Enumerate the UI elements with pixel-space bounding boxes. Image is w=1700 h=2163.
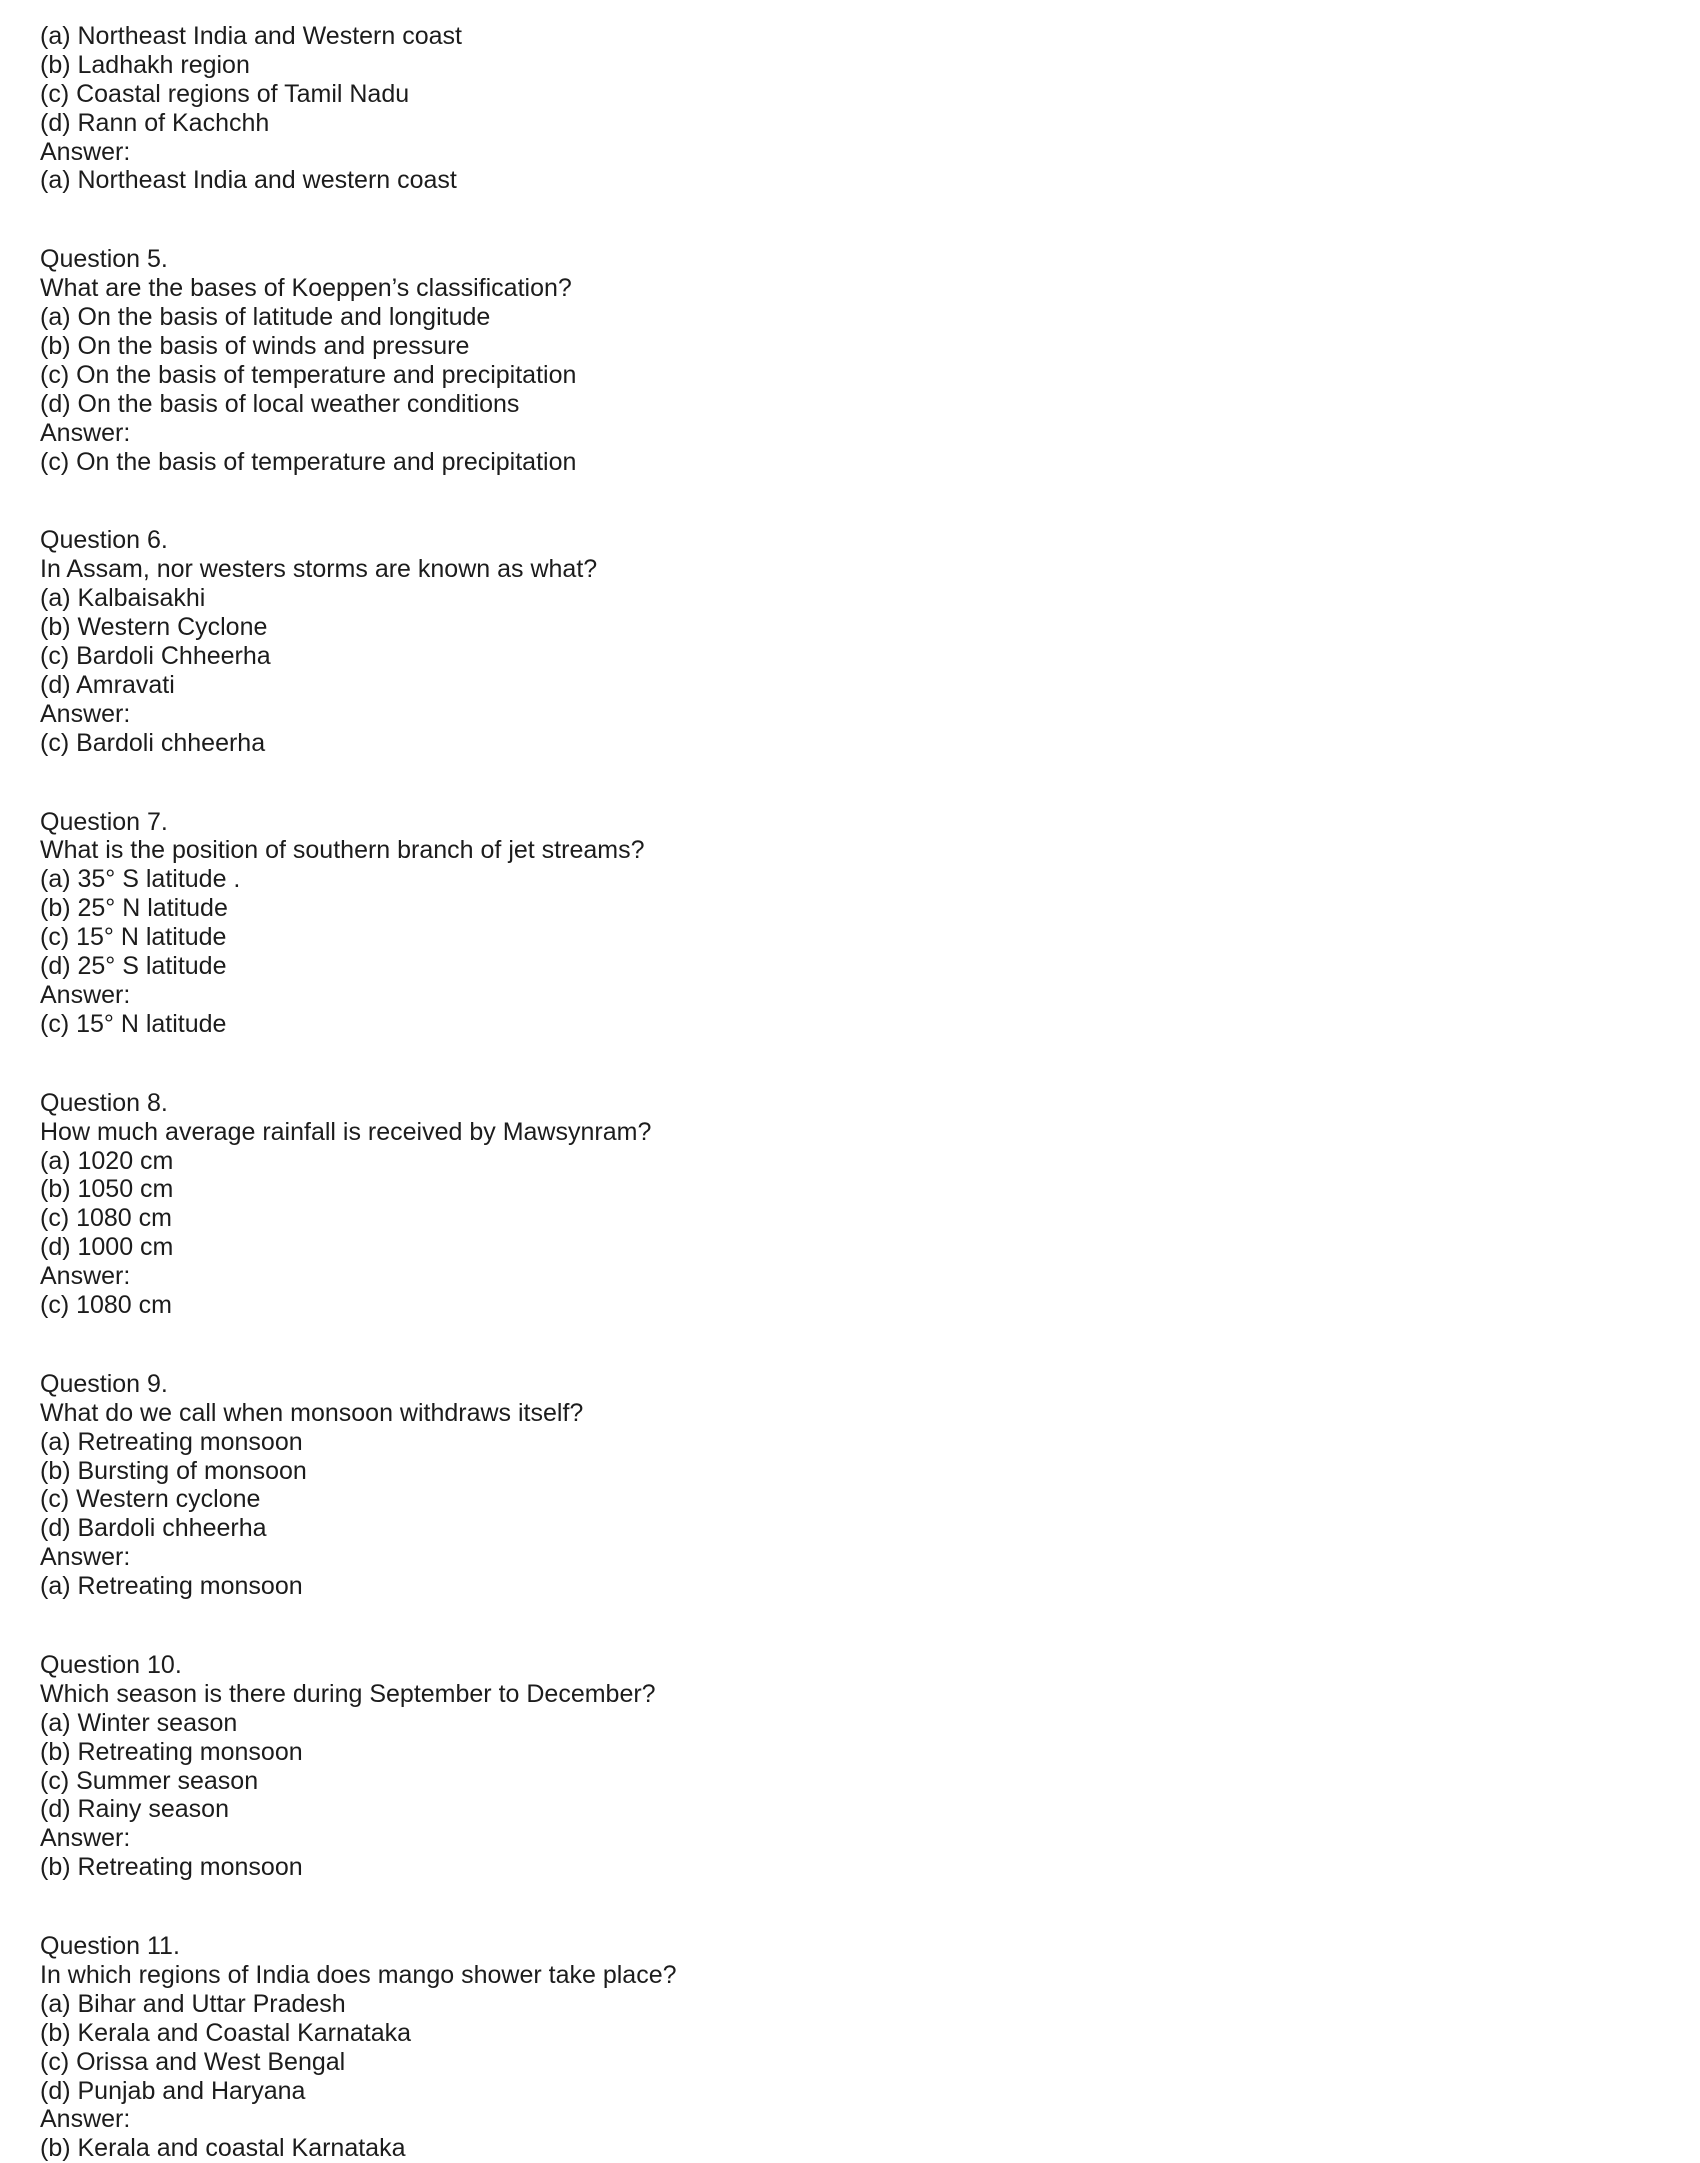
answer-text: (c) 1080 cm <box>40 1290 172 1319</box>
option-c: (c) Bardoli Chheerha <box>40 642 271 671</box>
option-c: (c) 1080 cm <box>40 1204 172 1233</box>
option-d: (d) Rann of Kachchh <box>40 108 270 137</box>
option-b: (b) On the basis of winds and pressure <box>40 332 470 361</box>
option-a: (a) Kalbaisakhi <box>40 584 206 613</box>
question-block-6 <box>40 526 1660 757</box>
answer-label: Answer: <box>40 1824 131 1853</box>
answer-label: Answer: <box>40 1262 131 1291</box>
option-d: (d) 1000 cm <box>40 1233 174 1262</box>
question-text: Which season is there during September to December? <box>40 1679 656 1708</box>
option-c: (c) Coastal regions of Tamil Nadu <box>40 79 410 108</box>
answer-text: (c) Bardoli chheerha <box>40 728 266 757</box>
option-d: (d) 25° S latitude <box>40 952 227 981</box>
answer-text: (c) On the basis of temperature and precipitation <box>40 447 577 476</box>
answer-text: (b) Kerala and coastal Karnataka <box>40 2134 406 2163</box>
question-block-7 <box>40 808 1660 1039</box>
question-number: Question 10. <box>40 1650 182 1679</box>
question-block-continued <box>40 22 1660 195</box>
question-number: Question 6. <box>40 526 168 555</box>
question-text: What are the bases of Koeppen’s classification? <box>40 274 572 303</box>
question-number: Question 5. <box>40 245 168 274</box>
question-block-8 <box>40 1089 1660 1320</box>
question-number: Question 9. <box>40 1369 168 1398</box>
question-block-10 <box>40 1651 1660 1882</box>
option-c: (c) Western cyclone <box>40 1485 261 1514</box>
option-a: (a) Northeast India and Western coast <box>40 22 462 50</box>
question-block-5 <box>40 245 1660 476</box>
answer-label: Answer: <box>40 2105 131 2134</box>
option-b: (b) Bursting of monsoon <box>40 1456 307 1485</box>
answer-label: Answer: <box>40 418 131 447</box>
option-d: (d) Rainy season <box>40 1795 229 1824</box>
document-page <box>40 22 1660 2163</box>
answer-label: Answer: <box>40 980 131 1009</box>
question-number: Question 7. <box>40 807 168 836</box>
question-number: Question 8. <box>40 1088 168 1117</box>
question-block-9 <box>40 1370 1660 1601</box>
option-a: (a) Winter season <box>40 1708 238 1737</box>
question-number: Question 11. <box>40 1932 180 1961</box>
option-a: (a) 35° S latitude . <box>40 865 241 894</box>
option-c: (c) On the basis of temperature and precipitation <box>40 360 577 389</box>
answer-text: (a) Retreating monsoon <box>40 1572 303 1601</box>
option-a: (a) Retreating monsoon <box>40 1427 303 1456</box>
option-b: (b) 25° N latitude <box>40 894 228 923</box>
option-d: (d) Punjab and Haryana <box>40 2076 306 2105</box>
answer-text: (b) Retreating monsoon <box>40 1853 303 1882</box>
question-text: In Assam, nor westers storms are known as what? <box>40 555 598 584</box>
option-b: (b) 1050 cm <box>40 1175 174 1204</box>
option-b: (b) Retreating monsoon <box>40 1737 303 1766</box>
question-text: What do we call when monsoon withdraws itself? <box>40 1398 584 1427</box>
answer-label: Answer: <box>40 137 131 166</box>
question-text: In which regions of India does mango shower take place? <box>40 1960 677 1989</box>
option-c: (c) 15° N latitude <box>40 923 227 952</box>
option-c: (c) Summer season <box>40 1766 259 1795</box>
option-b: (b) Western Cyclone <box>40 613 268 642</box>
answer-label: Answer: <box>40 699 131 728</box>
option-a: (a) On the basis of latitude and longitude <box>40 303 491 332</box>
option-d: (d) Bardoli chheerha <box>40 1514 267 1543</box>
option-c: (c) Orissa and West Bengal <box>40 2047 346 2076</box>
question-block-11 <box>40 1932 1660 2163</box>
answer-text: (c) 15° N latitude <box>40 1009 227 1038</box>
option-b: (b) Kerala and Coastal Karnataka <box>40 2018 412 2047</box>
answer-text: (a) Northeast India and western coast <box>40 166 457 195</box>
option-b: (b) Ladhakh region <box>40 50 250 79</box>
option-d: (d) Amravati <box>40 670 175 699</box>
option-a: (a) Bihar and Uttar Pradesh <box>40 1989 346 2018</box>
question-text: What is the position of southern branch of jet streams? <box>40 836 645 865</box>
answer-label: Answer: <box>40 1543 131 1572</box>
option-a: (a) 1020 cm <box>40 1146 174 1175</box>
question-text: How much average rainfall is received by Mawsynram? <box>40 1117 652 1146</box>
option-d: (d) On the basis of local weather conditions <box>40 389 520 418</box>
